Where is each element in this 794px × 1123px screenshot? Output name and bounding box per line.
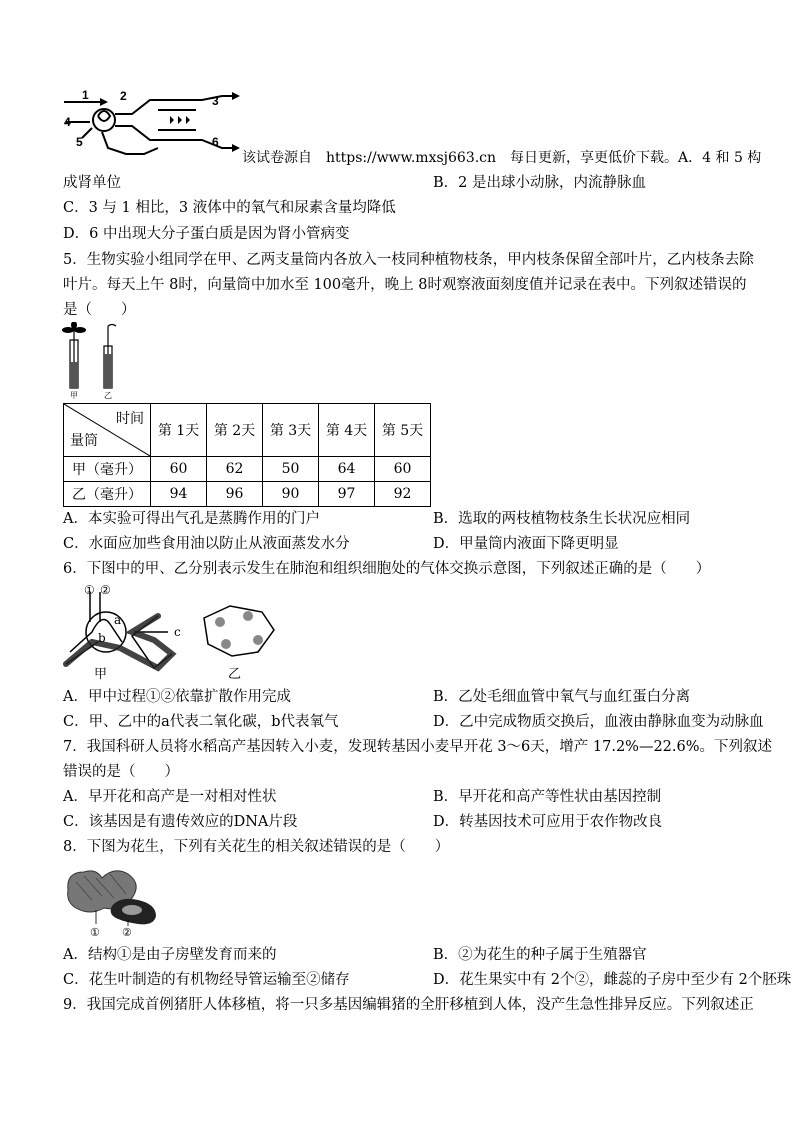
table-cell: 94 xyxy=(151,482,207,507)
table-header-cell: 第 5天 xyxy=(375,404,431,457)
gas-exchange-figure xyxy=(62,582,282,682)
q7-option-c: C．该基因是有遗传效应的DNA片段 xyxy=(63,814,298,830)
table-header-cell: 第 3天 xyxy=(263,404,319,457)
table-header-cell: 第 1天 xyxy=(151,404,207,457)
table-cell: 62 xyxy=(207,457,263,482)
q8-options-row-2 xyxy=(63,970,792,990)
gas-exchange-diagram xyxy=(62,582,282,682)
q7-option-d: D．转基因技术可应用于农作物改良 xyxy=(433,814,663,830)
cylinders-diagram xyxy=(62,322,132,400)
q4-option-b: B．2 是出球小动脉，内流静脉血 xyxy=(433,175,646,191)
q7-option-b: B．早开花和高产等性状由基因控制 xyxy=(433,789,662,805)
label-circle-2: ② xyxy=(100,583,111,597)
label-6: 6 xyxy=(212,135,219,149)
table-header-cell: 第 2天 xyxy=(207,404,263,457)
table-cell: 60 xyxy=(375,457,431,482)
label-c: c xyxy=(174,625,181,639)
q4-source-line: 该试卷源自 https://www.mxsj663.cn 每日更新，享更低价下载。A．4 和 5 构 xyxy=(242,150,762,166)
label-2: 2 xyxy=(120,89,127,103)
q8-stem: 8．下图为花生，下列有关花生的相关叙述错误的是（ ） xyxy=(63,839,450,855)
cylinders-figure xyxy=(62,322,132,400)
corner-bottom-label: 量筒 xyxy=(70,433,98,449)
q7-stem-2: 错误的是（ ） xyxy=(63,764,179,780)
q5-option-d: D．甲量筒内液面下降更明显 xyxy=(433,536,619,552)
table-row-label: 乙（毫升） xyxy=(64,482,151,507)
q5-options-row-1 xyxy=(63,509,691,529)
table-cell: 97 xyxy=(319,482,375,507)
table-cell: 96 xyxy=(207,482,263,507)
q8-options-row-1 xyxy=(63,945,647,965)
q6-options-row-1 xyxy=(63,687,691,707)
table-header-row xyxy=(64,404,431,457)
q5-option-b: B．选取的两枝植物枝条生长状况应相同 xyxy=(433,511,691,527)
q7-options-row-2 xyxy=(63,812,663,832)
table-header-cell: 第 4天 xyxy=(319,404,375,457)
table-cell: 60 xyxy=(151,457,207,482)
q4-option-d: D．6 中出现大分子蛋白质是因为肾小管病变 xyxy=(63,226,350,242)
q5-stem-3: 是（ ） xyxy=(63,302,136,318)
q5-data-table xyxy=(63,403,431,507)
q7-options-row-1 xyxy=(63,787,662,807)
label-jia: 甲 xyxy=(94,667,108,682)
label-seed-2: ② xyxy=(122,926,132,938)
label-circle-1: ① xyxy=(84,583,95,597)
q5-stem-2: 叶片。每天上午 8时，向量筒中加水至 100毫升，晚上 8时观察液面刻度值并记录在表中。下列叙述错误的 xyxy=(63,277,747,293)
table-cell: 64 xyxy=(319,457,375,482)
table-corner-cell xyxy=(64,404,151,457)
q8-option-c: C．花生叶制造的有机物经导管运输至②储存 xyxy=(63,972,350,988)
q4-line2 xyxy=(63,173,646,193)
nephron-figure xyxy=(62,88,242,160)
label-shell-1: ① xyxy=(90,926,100,938)
label-3: 3 xyxy=(212,94,219,108)
q4-option-c: C．3 与 1 相比，3 液体中的氧气和尿素含量均降低 xyxy=(63,200,396,216)
q8-option-d: D．花生果实中有 2个②，雌蕊的子房中至少有 2个胚珠 xyxy=(433,972,792,988)
q6-option-d: D．乙中完成物质交换后，血液由静脉血变为动脉血 xyxy=(433,714,764,730)
label-b: b xyxy=(98,631,106,645)
table-cell: 90 xyxy=(263,482,319,507)
q6-options-row-2 xyxy=(63,712,764,732)
q5-stem-1: 5．生物实验小组同学在甲、乙两支量筒内各放入一枝同种植物枝条，甲内枝条保留全部叶片，乙内枝条去除 xyxy=(63,252,754,268)
label-5: 5 xyxy=(76,135,83,149)
q6-option-a: A．甲中过程①②依靠扩散作用完成 xyxy=(63,689,291,705)
q9-stem: 9．我国完成首例猪肝人体移植，将一只多基因编辑猪的全肝移植到人体，没产生急性排异反应。下列叙述正 xyxy=(63,997,754,1013)
table-row xyxy=(64,482,431,507)
q5-option-c: C．水面应加些食用油以防止从液面蒸发水分 xyxy=(63,536,350,552)
cylinder-jia-label: 甲 xyxy=(70,391,78,400)
q6-option-c: C．甲、乙中的a代表二氧化碳，b代表氧气 xyxy=(63,714,339,730)
q8-option-b: B．②为花生的种子属于生殖器官 xyxy=(433,947,647,963)
cylinder-yi-label: 乙 xyxy=(104,391,112,400)
q6-option-b: B．乙处毛细血管中氧气与血红蛋白分离 xyxy=(433,689,691,705)
q6-stem: 6．下图中的甲、乙分别表示发生在肺泡和组织细胞处的气体交换示意图，下列叙述正确的是（ ） xyxy=(63,561,711,577)
q5-option-a: A．本实验可得出气孔是蒸腾作用的门户 xyxy=(63,511,320,527)
table-cell: 92 xyxy=(375,482,431,507)
q7-stem-1: 7．我国科研人员将水稻高产基因转入小麦，发现转基因小麦早开花 3～6天，增产 17.2%—22.6%。下列叙述 xyxy=(63,739,773,755)
table-row-label: 甲（毫升） xyxy=(64,457,151,482)
q8-option-a: A．结构①是由子房壁发育而来的 xyxy=(63,947,277,963)
q5-options-row-2 xyxy=(63,534,619,554)
q4-option-a-cont: 成肾单位 xyxy=(63,175,121,191)
corner-top-label: 时间 xyxy=(116,411,144,427)
q7-option-a: A．早开花和高产是一对相对性状 xyxy=(63,789,277,805)
peanut-figure xyxy=(62,860,162,938)
label-4: 4 xyxy=(64,115,71,129)
table-row xyxy=(64,457,431,482)
label-1: 1 xyxy=(82,88,89,102)
label-yi: 乙 xyxy=(228,667,242,682)
table-cell: 50 xyxy=(263,457,319,482)
nephron-diagram xyxy=(62,88,242,160)
label-a: a xyxy=(114,613,122,627)
peanut-diagram xyxy=(62,860,162,938)
